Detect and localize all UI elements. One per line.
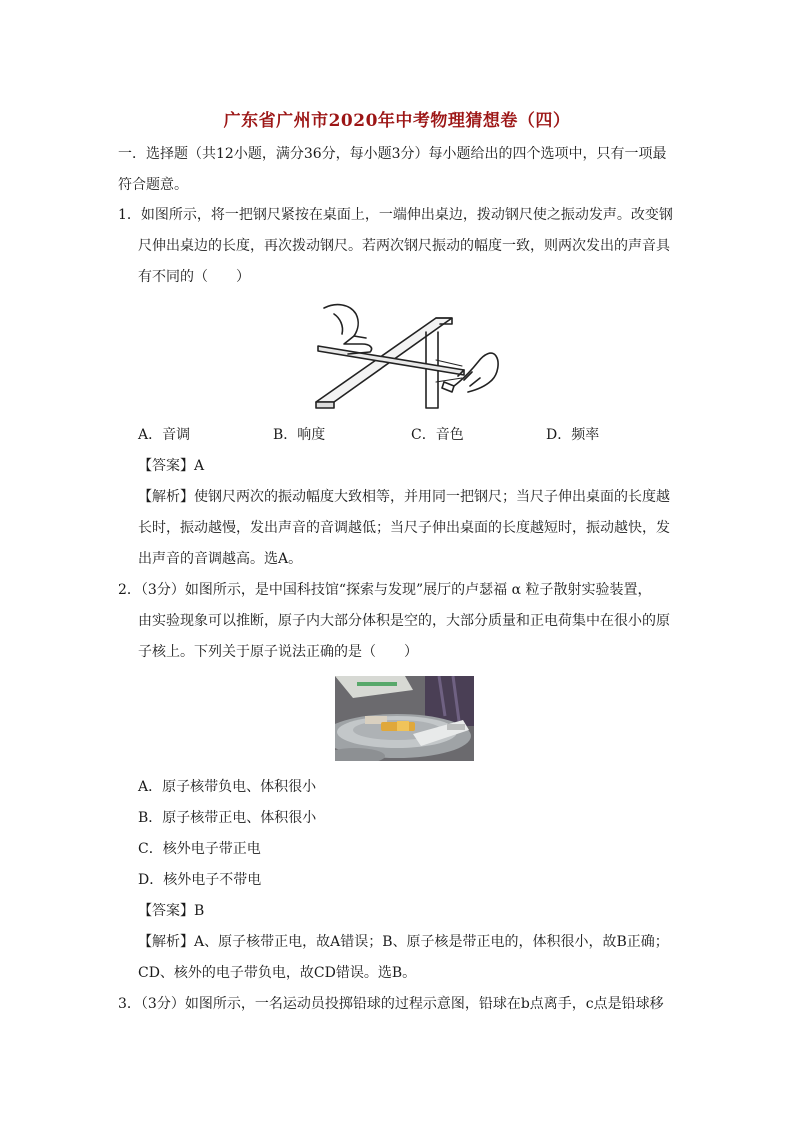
question-3-text: 3．（3分）如图所示，一名运动员投掷铅球的过程示意图，铅球在b点离手，c点是铅球移 — [118, 996, 664, 1012]
question-1-option-a: A．音调 — [138, 427, 191, 443]
question-1-text: 有不同的（ ） — [138, 269, 250, 285]
section-header-line: 符合题意。 — [118, 177, 188, 193]
section-header-line: 一．选择题（共12小题，满分36分，每小题3分）每小题给出的四个选项中，只有一项最 — [118, 146, 667, 162]
question-2-analysis: CD、核外的电子带负电，故CD错误。选B。 — [138, 965, 417, 981]
question-2-analysis: 【解析】A、原子核带正电，故A错误；B、原子核是带正电的，体积很小，故B正确； — [138, 934, 669, 950]
question-2-option-d: D．核外电子不带电 — [138, 872, 262, 888]
question-1-option-c: C．音色 — [411, 427, 464, 443]
question-1-option-d: D．频率 — [546, 427, 600, 443]
question-2-option-c: C．核外电子带正电 — [138, 841, 261, 857]
question-2-option-b: B．原子核带正电、体积很小 — [138, 810, 317, 826]
question-2-text: 2．（3分）如图所示，是中国科技馆“探索与发现”展厅的卢瑟福 α 粒子散射实验装置， — [118, 582, 652, 598]
question-1-answer: 【答案】A — [138, 458, 205, 474]
question-2-text: 子核上。下列关于原子说法正确的是（ ） — [138, 644, 418, 660]
question-1-analysis: 长时，振动越慢，发出声音的音调越低；当尺子伸出桌面的长度越短时，振动越快，发 — [138, 520, 670, 536]
question-2-option-a: A．原子核带负电、体积很小 — [138, 779, 317, 795]
question-2-text: 由实验现象可以推断，原子内大部分体积是空的，大部分质量和正电荷集中在很小的原 — [138, 613, 670, 629]
question-1-analysis: 出声音的音调越高。选A。 — [138, 551, 303, 567]
question-1-option-b: B．响度 — [273, 427, 326, 443]
page-title: 广东省广州市2020年中考物理猜想卷（四） — [223, 111, 571, 131]
rutherford-apparatus-photo — [335, 676, 474, 761]
steel-ruler-figure — [314, 300, 504, 412]
question-1-text: 1．如图所示，将一把钢尺紧按在桌面上，一端伸出桌边，拨动钢尺使之振动发声。改变钢 — [118, 207, 673, 223]
question-1-text: 尺伸出桌边的长度，再次拨动钢尺。若两次钢尺振动的幅度一致，则两次发出的声音具 — [138, 238, 670, 254]
question-1-analysis: 【解析】使钢尺两次的振动幅度大致相等，并用同一把钢尺；当尺子伸出桌面的长度越 — [138, 489, 670, 505]
question-2-answer: 【答案】B — [138, 903, 205, 919]
